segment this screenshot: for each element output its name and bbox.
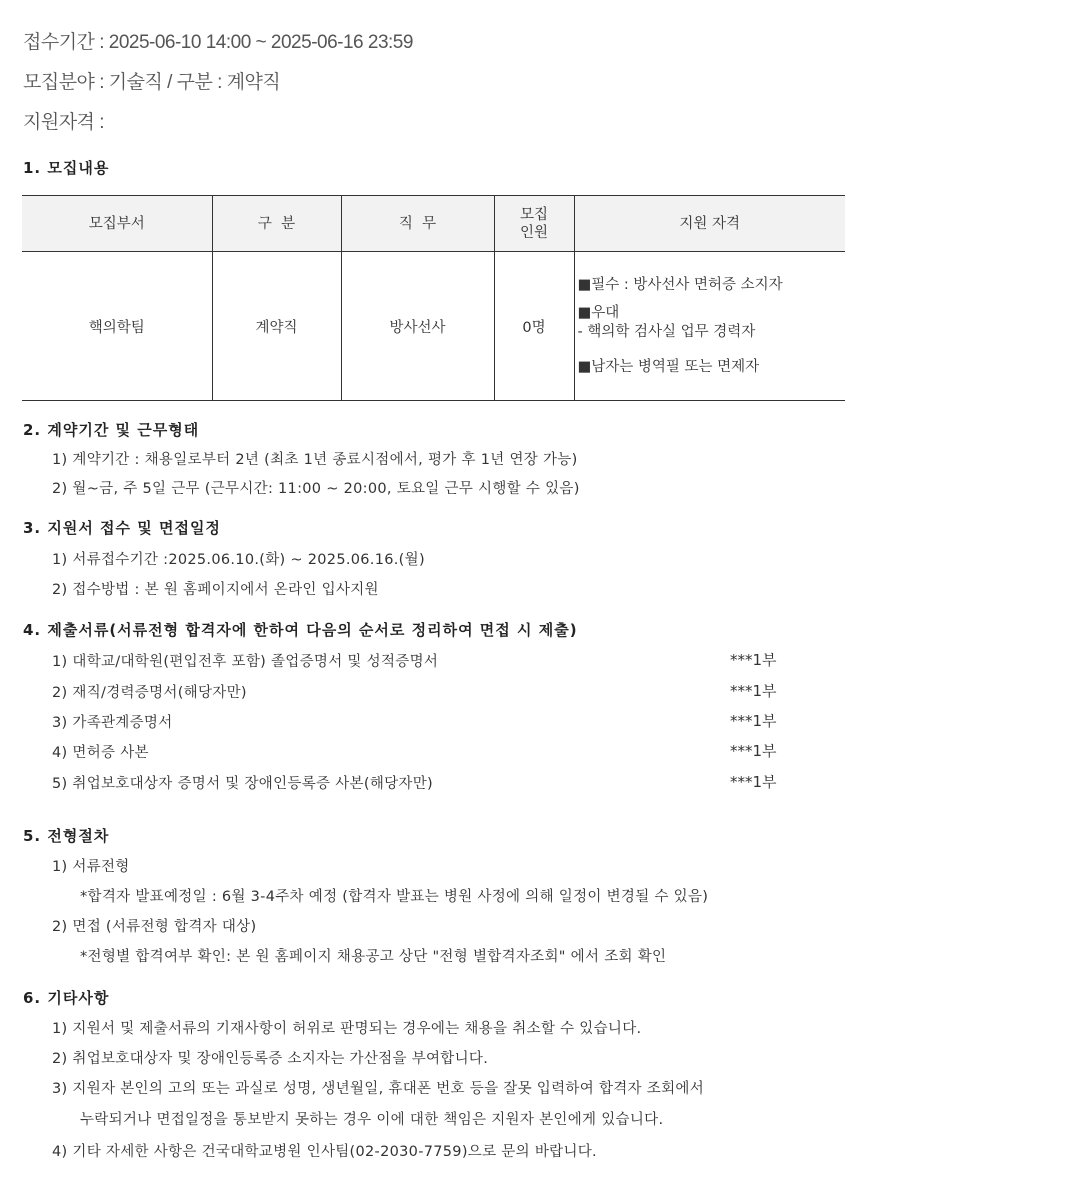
cell-job: 방사선사 [341,252,494,401]
list-item: 1) 대학교/대학원(편입전후 포함) 졸업증명서 및 성적증명서 [52,654,439,670]
section-title-documents: 4. 제출서류(서류전형 합격자에 한하여 다음의 순서로 정리하여 면접 시 제출) [23,621,578,639]
list-item: *전형별 합격여부 확인: 본 원 홈페이지 채용공고 상단 "전형 별합격자조회" 에서 조회 확인 [80,949,667,965]
section-title-contract: 2. 계약기간 및 근무형태 [23,421,200,439]
section-title-etc: 6. 기타사항 [23,989,110,1007]
list-item: 3) 지원자 본인의 고의 또는 과실로 성명, 생년월일, 휴대폰 번호 등을 잘못 입력하여 합격자 조회에서 [52,1081,704,1097]
header-type: 구 분 [212,196,341,252]
header-dept: 모집부서 [22,196,212,252]
table-row [22,252,845,401]
table-header-row [22,196,845,252]
document-count: ***1부 [730,773,777,791]
document-count: ***1부 [730,682,777,700]
document-count: ***1부 [730,712,777,730]
qual-military: ■남자는 병역필 또는 면제자 [577,358,760,375]
header-count [494,196,574,252]
cell-count: 0명 [494,252,574,401]
list-item: 4) 면허증 사본 [52,745,149,761]
list-item: 1) 지원서 및 제출서류의 기재사항이 허위로 판명되는 경우에는 채용을 취소할 수 있습니다. [52,1021,642,1037]
qual-preferred-detail: - 핵의학 검사실 업무 경력자 [577,323,756,340]
document-count: ***1부 [730,742,777,760]
recruitment-table [22,195,845,401]
list-item: 2) 취업보호대상자 및 장애인등록증 소지자는 가산점을 부여합니다. [52,1051,489,1067]
list-item: 2) 월~금, 주 5일 근무 (근무시간: 11:00 ~ 20:00, 토요일 근무 시행할 수 있음) [52,481,580,497]
cell-type: 계약직 [212,252,341,401]
qualification-label: 지원자격 : [23,112,104,133]
list-item: 1) 서류전형 [52,859,130,875]
list-item: 2) 접수방법 : 본 원 홈페이지에서 온라인 입사지원 [52,582,379,598]
qual-preferred: ■우대 [577,304,620,321]
section-title-procedure: 5. 전형절차 [23,827,110,845]
section-title-recruitment: 1. 모집내용 [23,159,110,177]
list-item: 1) 서류접수기간 :2025.06.10.(화) ~ 2025.06.16.(월) [52,552,425,568]
header-count-line1: 모집 [519,206,548,223]
list-item: 2) 면접 (서류전형 합격자 대상) [52,919,257,935]
header-qualification: 지원 자격 [574,196,845,252]
header-count-line2: 인원 [519,224,548,241]
list-item: 5) 취업보호대상자 증명서 및 장애인등록증 사본(해당자만) [52,776,434,792]
qual-required: ■필수 : 방사선사 면허증 소지자 [577,276,783,293]
application-period: 접수기간 : 2025-06-10 14:00 ~ 2025-06-16 23:59 [23,32,413,53]
section-title-schedule: 3. 지원서 접수 및 면접일정 [23,519,221,537]
list-item: 4) 기타 자세한 사항은 건국대학교병원 인사팀(02-2030-7759)으로 문의 바랍니다. [52,1144,597,1160]
recruit-field: 모집분야 : 기술직 / 구분 : 계약직 [23,72,281,93]
list-item: 2) 재직/경력증명서(해당자만) [52,685,247,701]
list-item: 3) 가족관계증명서 [52,715,173,731]
cell-dept: 핵의학팀 [22,252,212,401]
list-item: 1) 계약기간 : 채용일로부터 2년 (최초 1년 종료시점에서, 평가 후 1년 연장 가능) [52,452,578,468]
document-count: ***1부 [730,651,777,669]
list-item: 누락되거나 면접일정을 통보받지 못하는 경우 이에 대한 책임은 지원자 본인에게 있습니다. [80,1112,664,1128]
header-job: 직 무 [341,196,494,252]
list-item: *합격자 발표예정일 : 6월 3-4주차 예정 (합격자 발표는 병원 사정에 의해 일정이 변경될 수 있음) [80,889,709,905]
cell-qualifications [574,252,845,401]
